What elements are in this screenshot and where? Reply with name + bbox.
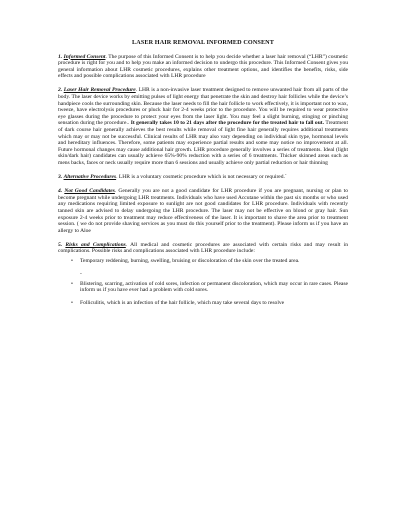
bullet-icon: • bbox=[71, 258, 73, 265]
list-item bbox=[71, 299, 348, 307]
bullet-icon: • bbox=[71, 280, 73, 287]
list-item bbox=[71, 280, 348, 294]
section-procedure bbox=[58, 87, 348, 166]
section-heading: Risks and Complications bbox=[65, 241, 126, 248]
section-heading: Informed Consent bbox=[63, 53, 106, 60]
section-risks bbox=[58, 242, 348, 307]
section-not-good-candidates bbox=[58, 188, 348, 234]
section-body-bold: It generally takes 10 to 21 days after the procedure for the treated hair to fall out. bbox=[130, 120, 325, 127]
section-alternative-procedures bbox=[58, 174, 348, 181]
list-item-text: Temporary reddening, burning, swelling, bruising or discoloration of the skin over the treated area. bbox=[80, 258, 300, 265]
document-title: LASER HAIR REMOVAL INFORMED CONSENT bbox=[132, 39, 274, 46]
section-body: . LHR is a voluntary cosmetic procedure which is not necessary or required.` bbox=[116, 174, 287, 181]
section-body: . Generally you are not a good candidate for LHR procedure if you are pregnant, nursing or plan to become pregnant while undergoing LHR treatments. Individuals who have used Accutane within the past six months or who used any medications requiring limited exposure to sunlight are not good candidates for LHR procedure. Individuals with recently tanned skin are advised to delay undergoing the LHR procedure. The laser may not be effective on blond or gray hair. Sun exposure 2-4 weeks prior to treatment may reduce effectiveness of the laser. It is important to shave the area prior to treatment session. ( we do not provide shaving services as you must do this yourself prior to the treatment). Please inform us if you have an allergy to Aloe bbox=[58, 188, 348, 234]
section-body: . All medical and cosmetic procedures are associated with certain risks and may result in complications. Possible risks and complications associated with LHR procedure include: bbox=[58, 241, 348, 255]
section-body-part-b: Treatment of dark course hair generally achieves the best results while removal of light fine hair generally requires additional treatments which may or may not be successful. Clinical results of LHR may also vary depending on individual skin type, hormonal levels and hereditary influences. Therefore, some patients may experience partial results and some may notice no improvement at all. Future hormonal changes may cause additional hair growth. LHR procedure generally involves a series of treatments. Ideal (light skin/dark hair) candidates can usually achieve 65%-90% reduction with a series of 6 treatments. Thicker skinned areas such as mens backs, faces or neck usually require more than 6 sessions and usually achieve only partial reduction or hair thinning bbox=[58, 120, 348, 166]
section-number: 2. bbox=[58, 87, 63, 94]
stray-mark: - bbox=[80, 270, 82, 277]
risk-list bbox=[58, 258, 348, 306]
section-heading: Laser Hair Removal Procedure bbox=[63, 87, 136, 94]
list-item bbox=[71, 258, 348, 265]
section-body: . The purpose of this Informed Consent is to help you decide whether a laser hair removal (“LHR”) cosmetic procedure is right for you and to help you make an informed decision to undergo this procedure. This Informed Consent gives you general information about LHR cosmetic procedures, explains other treatment options, and identifies the benefits, risks, side effects and possible complications associated with LHR procedure bbox=[58, 53, 349, 80]
bullet-icon: • bbox=[71, 299, 73, 306]
section-informed-consent bbox=[58, 54, 348, 80]
list-item-text: Folliculitis, which is an infection of the hair follicle, which may take several days to resolve bbox=[80, 299, 285, 306]
section-heading: Alternative Procedures bbox=[63, 174, 117, 181]
section-heading: Not Good Candidates bbox=[64, 188, 115, 195]
section-body-part-a: . LHR is a non-invasive laser treatment designed to remove unwanted hair from all parts of the body. The laser device works by emitting pulses of light energy that penetrate the skin and destroy hair follicles while the device’s handpiece cools the surrounding skin. Because the laser needs to fill the hair follicle to work effectively, it is important not to wax, tweeze, have electrolysis procedures or pluck hair for 2-4 weeks prior to the procedure. You will be required to wear protective eye glasses during the procedure to protect your eyes from the laser light. You may feel a slight burning, stinging or pinching sensation during the procedure.. bbox=[58, 87, 348, 127]
section-number: 3. bbox=[58, 174, 63, 181]
section-number: 4. bbox=[58, 188, 63, 195]
section-number: 5. bbox=[58, 241, 63, 248]
list-item-text: Blistering, scarring, activation of cold sores, infection or permanent discoloration, which may occur in rare cases. Please inform us if you have ever had a problem with cold sores. bbox=[80, 280, 348, 294]
section-number: 1. bbox=[58, 53, 63, 60]
